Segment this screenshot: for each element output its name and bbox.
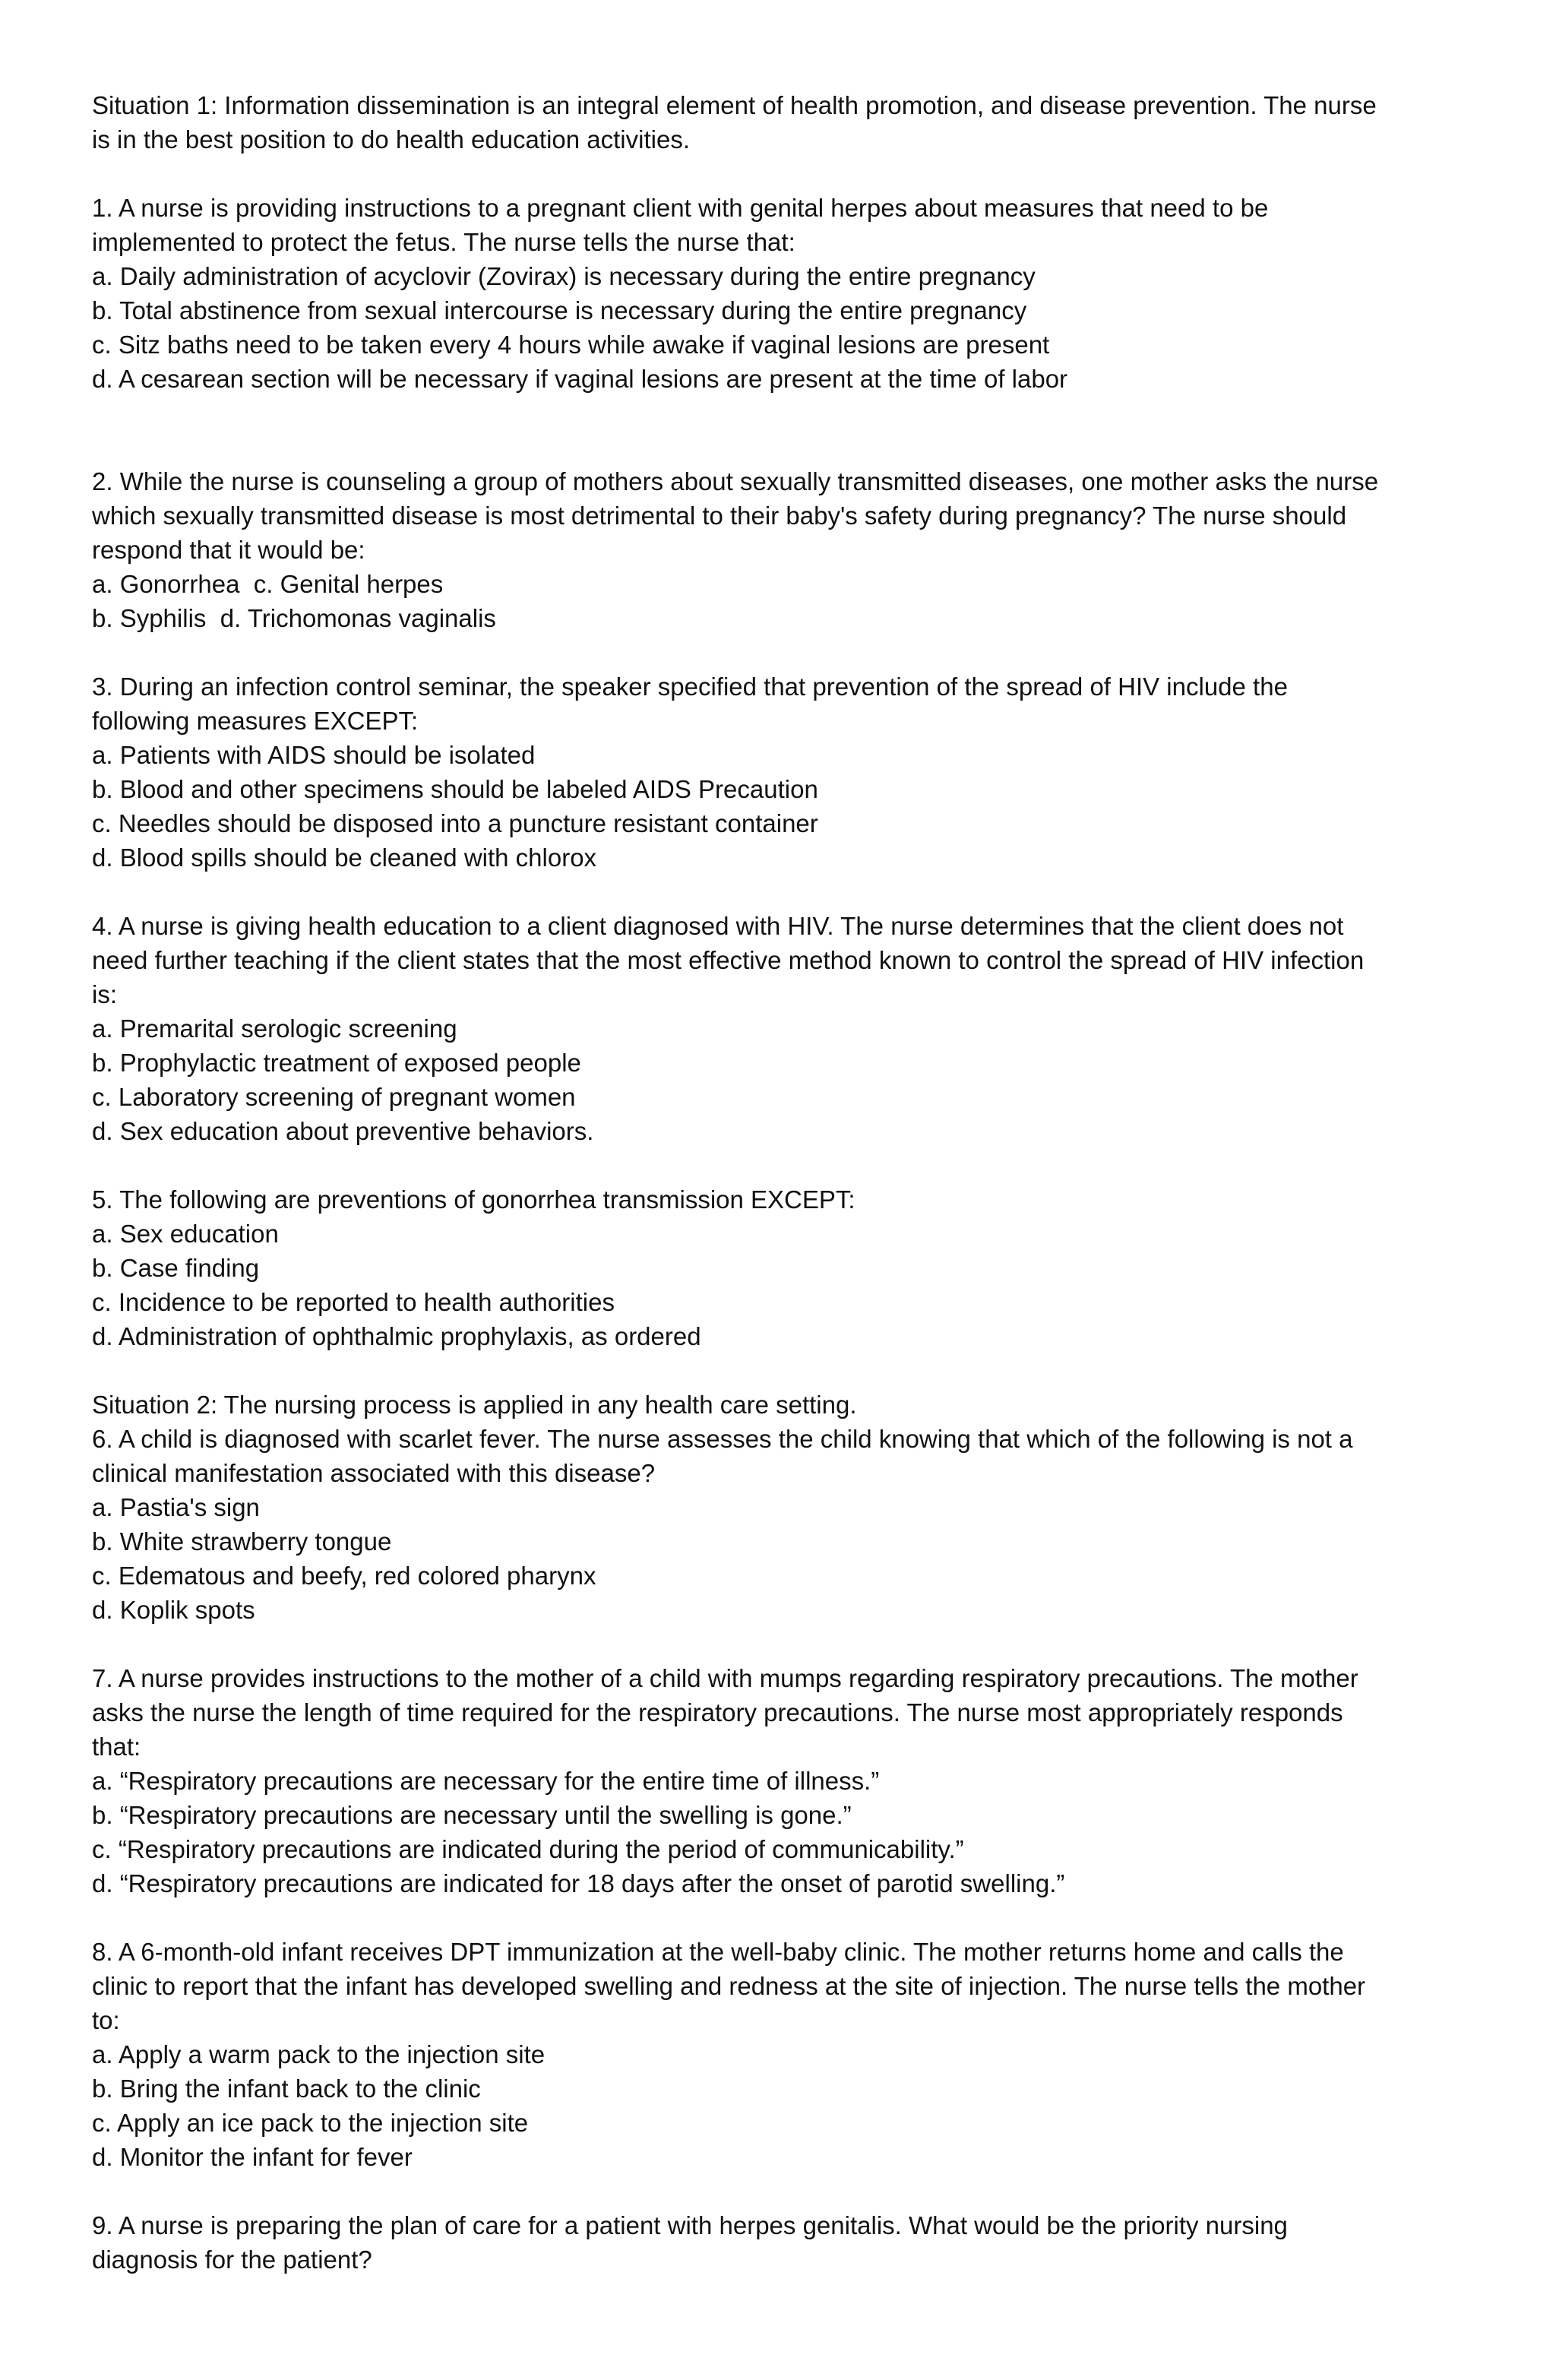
question-stem-line: asks the nurse the length of time required for the respiratory precautions. The nurse most appropriately responds — [92, 1698, 1343, 1726]
answer-option: c. Apply an ice pack to the injection site — [92, 2109, 529, 2137]
answer-option: b. Blood and other specimens should be labeled AIDS Precaution — [92, 775, 818, 803]
answer-option: a. Pastia's sign — [92, 1493, 260, 1521]
question-7 — [92, 1661, 1460, 1901]
answer-option: d. Administration of ophthalmic prophylaxis, as ordered — [92, 1322, 701, 1350]
situation-1-intro — [92, 88, 1460, 157]
question-stem-line: 4. A nurse is giving health education to a client diagnosed with HIV. The nurse determines that the client does not — [92, 912, 1344, 940]
question-2 — [92, 464, 1460, 635]
question-stem-line: that: — [92, 1733, 141, 1761]
answer-option: d. Sex education about preventive behaviors. — [92, 1117, 594, 1145]
question-stem-line: 5. The following are preventions of gonorrhea transmission EXCEPT: — [92, 1185, 855, 1214]
question-stem-line: following measures EXCEPT: — [92, 707, 419, 735]
question-stem-line: respond that it would be: — [92, 536, 365, 564]
question-stem-line: implemented to protect the fetus. The nurse tells the nurse that: — [92, 228, 795, 256]
question-9 — [92, 2208, 1460, 2277]
answer-option: a. Daily administration of acyclovir (Zovirax) is necessary during the entire pregnancy — [92, 262, 1036, 290]
question-stem-line: 1. A nurse is providing instructions to a pregnant client with genital herpes about measures that need to be — [92, 194, 1269, 222]
answer-option: c. Needles should be disposed into a puncture resistant container — [92, 809, 818, 837]
question-stem-line: clinical manifestation associated with this disease? — [92, 1459, 656, 1487]
answer-option: a. Patients with AIDS should be isolated — [92, 741, 536, 769]
question-stem-line: diagnosis for the patient? — [92, 2245, 372, 2274]
answer-option: d. “Respiratory precautions are indicated for 18 days after the onset of parotid swelling.” — [92, 1869, 1065, 1897]
answer-option: d. A cesarean section will be necessary if vaginal lesions are present at the time of labor — [92, 365, 1068, 393]
question-stem-line: 3. During an infection control seminar, the speaker specified that prevention of the spread of HIV include the — [92, 673, 1288, 701]
question-4 — [92, 909, 1460, 1148]
question-stem-line: which sexually transmitted disease is most detrimental to their baby's safety during pregnancy? The nurse should — [92, 502, 1347, 530]
answer-option: b. Bring the infant back to the clinic — [92, 2075, 481, 2103]
question-stem-line: need further teaching if the client states that the most effective method known to control the spread of HIV infection — [92, 946, 1365, 974]
answer-option: a. Apply a warm pack to the injection site — [92, 2040, 546, 2068]
answer-option: b. Syphilis d. Trichomonas vaginalis — [92, 604, 496, 632]
answer-option: c. Edematous and beefy, red colored pharynx — [92, 1562, 596, 1590]
question-stem-line: 2. While the nurse is counseling a group of mothers about sexually transmitted diseases, one mother asks the nurse — [92, 467, 1379, 495]
question-stem-line: clinic to report that the infant has developed swelling and redness at the site of injection. The nurse tells the mother — [92, 1972, 1366, 2000]
answer-option: c. “Respiratory precautions are indicated during the period of communicability.” — [92, 1835, 964, 1863]
question-stem-line: is: — [92, 980, 117, 1008]
answer-option: b. White strawberry tongue — [92, 1527, 392, 1556]
answer-option: c. Laboratory screening of pregnant women — [92, 1083, 576, 1111]
question-stem-line: to: — [92, 2006, 120, 2034]
question-1 — [92, 191, 1460, 396]
answer-option: d. Monitor the infant for fever — [92, 2143, 413, 2171]
answer-option: c. Sitz baths need to be taken every 4 hours while awake if vaginal lesions are present — [92, 331, 1050, 359]
question-5 — [92, 1182, 1460, 1353]
question-stem-line: 7. A nurse provides instructions to the mother of a child with mumps regarding respiratory precautions. The mother — [92, 1664, 1358, 1692]
question-stem-line: 6. A child is diagnosed with scarlet fever. The nurse assesses the child knowing that which of the following is not a — [92, 1425, 1353, 1453]
question-stem-line: 8. A 6-month-old infant receives DPT immunization at the well-baby clinic. The mother returns home and calls the — [92, 1938, 1344, 1966]
answer-option: a. Premarital serologic screening — [92, 1014, 457, 1043]
answer-option: c. Incidence to be reported to health authorities — [92, 1288, 615, 1316]
question-6 — [92, 1422, 1460, 1627]
answer-option: b. Case finding — [92, 1254, 260, 1282]
situation-2-intro — [92, 1388, 1460, 1422]
situation-text-line: is in the best position to do health education activities. — [92, 125, 690, 153]
situation-text-line: Situation 2: The nursing process is applied in any health care setting. — [92, 1391, 857, 1419]
answer-option: a. Gonorrhea c. Genital herpes — [92, 570, 444, 598]
question-3 — [92, 669, 1460, 875]
answer-option: b. “Respiratory precautions are necessary until the swelling is gone.” — [92, 1801, 852, 1829]
answer-option: d. Blood spills should be cleaned with chlorox — [92, 843, 597, 872]
answer-option: a. “Respiratory precautions are necessary for the entire time of illness.” — [92, 1767, 880, 1795]
situation-text-line: Situation 1: Information dissemination is an integral element of health promotion, and disease prevention. The nurse — [92, 91, 1377, 119]
question-stem-line: 9. A nurse is preparing the plan of care for a patient with herpes genitalis. What would be the priority nursing — [92, 2211, 1288, 2239]
answer-option: d. Koplik spots — [92, 1596, 255, 1624]
answer-option: b. Prophylactic treatment of exposed people — [92, 1049, 581, 1077]
question-8 — [92, 1935, 1460, 2174]
answer-option: b. Total abstinence from sexual intercourse is necessary during the entire pregnancy — [92, 296, 1027, 324]
answer-option: a. Sex education — [92, 1220, 279, 1248]
document-body — [92, 88, 1460, 2277]
